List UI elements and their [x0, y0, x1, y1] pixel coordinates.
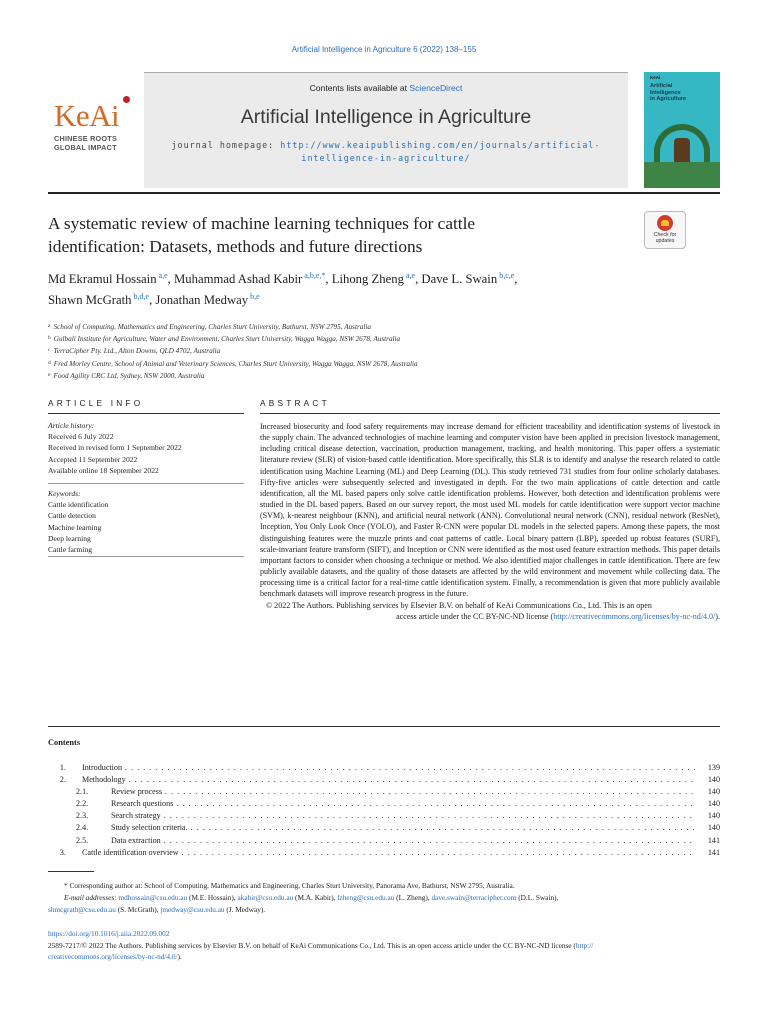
publisher-logo[interactable]	[54, 100, 142, 152]
masthead-rule	[48, 192, 720, 194]
toc-entry[interactable]	[48, 762, 720, 774]
article-info-rule	[48, 413, 244, 414]
email-owner: (M.A. Kabir),	[293, 893, 338, 902]
author-affil-mark[interactable]: b,c,e	[499, 271, 515, 280]
affiliation-mark: b	[48, 335, 51, 342]
toc-entry-number: 2.	[59, 775, 66, 785]
abstract-heading: ABSTRACT	[260, 398, 330, 408]
author-affil-mark[interactable]: b,e	[250, 292, 260, 301]
keywords-block	[48, 488, 244, 555]
abstract-rule	[260, 413, 720, 414]
toc-entry-title[interactable]: Cattle identification overview . . .	[82, 847, 696, 859]
cover-title-2: Intelligence	[650, 89, 681, 96]
toc-entry-title[interactable]: Search strategy . . .	[111, 810, 696, 822]
received-date: Received 6 July 2022	[48, 432, 114, 442]
title-line-1: A systematic review of machine learning techniques for cattle	[48, 214, 476, 233]
history-label: Article history:	[48, 421, 95, 430]
footnotes	[48, 880, 720, 916]
issn-text: 2589-7217/© 2022 The Authors. Publishing services by Elsevier B.V. on behalf of KeAi Communications Co., Ltd. This is an open access article under the CC BY-NC-ND license (	[48, 940, 576, 950]
affiliation-text: Gulbali Institute for Agriculture, Water and Environment, Charles Sturt University, Wagga Wagga, NSW 2678, Australia	[53, 335, 401, 344]
author-affil-mark[interactable]: a,e	[405, 271, 416, 280]
cover-title	[650, 83, 686, 103]
toc-entry-number: 2.5.	[76, 835, 89, 845]
author-sep: ,	[415, 272, 422, 286]
author-name[interactable]: Dave L. Swain	[421, 272, 498, 286]
keyword-item: Cattle detection	[48, 511, 96, 521]
toc-entry[interactable]	[48, 847, 720, 859]
email-link[interactable]: jmedway@csu.edu.au	[160, 905, 225, 914]
toc-entry-title[interactable]: Data extraction . . .	[111, 835, 696, 847]
check-updates-icon	[657, 215, 673, 231]
affiliation-mark: e	[48, 371, 51, 378]
author-name[interactable]: Md Ekramul Hossain	[48, 272, 157, 286]
toc-entry[interactable]	[48, 835, 720, 847]
author-name[interactable]: Shawn McGrath	[48, 293, 132, 307]
affiliation-mark: a	[48, 323, 51, 329]
doi-block	[48, 928, 720, 963]
article-info-heading: ARTICLE INFO	[48, 398, 144, 408]
table-of-contents	[48, 762, 720, 859]
email-owner: (M.E. Hossain),	[187, 893, 238, 902]
affiliation-item	[48, 345, 720, 357]
contents-rule	[48, 726, 720, 727]
keyword-item: Machine learning	[48, 522, 102, 532]
journal-masthead	[48, 72, 720, 188]
affiliation-item	[48, 321, 720, 333]
cover-title-3: in Agriculture	[650, 96, 687, 103]
email-link[interactable]: lzheng@csu.edu.au	[337, 893, 395, 902]
contents-heading: Contents	[48, 738, 81, 747]
author-sep: ,	[149, 293, 156, 307]
toc-entry-page[interactable]: 141	[696, 835, 720, 847]
cover-ground-graphic	[644, 162, 720, 188]
author-name[interactable]: Lihong Zheng	[331, 272, 404, 286]
affiliation-text: School of Computing, Mathematics and Engineering, Charles Sturt University, Bathurst, NSW 2795, Australia	[53, 323, 371, 331]
toc-entry-number: 2.4.	[76, 823, 89, 833]
issn-end: ).	[177, 952, 182, 961]
accepted-date: Accepted 11 September 2022	[48, 454, 138, 464]
toc-entry-number: 3.	[59, 847, 66, 857]
toc-entry-number: 2.1.	[76, 787, 89, 797]
check-updates-line1: Check for	[653, 232, 677, 238]
issn-license	[48, 940, 720, 963]
toc-entry-title[interactable]: Methodology . . .	[82, 774, 696, 786]
email-label: E-mail addresses:	[64, 893, 119, 902]
email-owner: (D.L. Swain),	[516, 893, 559, 902]
author-list	[48, 267, 648, 309]
abstract-license	[260, 600, 720, 611]
license-text-3: ).	[715, 611, 720, 621]
keyword-item: Deep learning	[48, 533, 91, 543]
toc-entry[interactable]	[48, 786, 720, 798]
toc-entry-number: 2.3.	[76, 811, 89, 821]
email-link[interactable]: akabir@csu.edu.au	[237, 893, 294, 902]
footnote-rule	[48, 871, 94, 872]
affiliation-text: TerraCipher Pty. Ltd., Alton Downs, QLD 4702, Australia	[53, 347, 221, 356]
contents-availability	[144, 83, 628, 93]
license-text-2: access article under the CC BY-NC-ND license (	[396, 611, 554, 621]
cover-brand: KeAi	[650, 75, 661, 80]
affiliation-text: Fred Morley Centre, School of Animal and Veterinary Sciences, Charles Sturt University, Wagga Wagga, NSW 2678, Australia	[53, 359, 418, 368]
email-link[interactable]: mdhossain@csu.edu.au	[118, 893, 188, 902]
license-link[interactable]: http://creativecommons.org/licenses/by-nc-nd/4.0/	[553, 611, 716, 621]
toc-entry[interactable]	[48, 798, 720, 810]
article-history	[48, 420, 244, 476]
toc-entry-title[interactable]: Review process . . .	[111, 786, 696, 798]
affiliation-item	[48, 358, 720, 370]
cover-tree-graphic	[674, 138, 690, 162]
abstract-body	[260, 421, 720, 622]
keyword-item: Cattle identification	[48, 500, 109, 510]
email-owner: (S. McGrath),	[115, 905, 161, 914]
affiliation-text: Food Agility CRC Ltd, Sydney, NSW 2000, Australia	[53, 371, 205, 380]
author-sep: ,	[514, 272, 518, 286]
toc-entry-page[interactable]: 140	[696, 810, 720, 822]
check-updates-line2: updates	[655, 238, 675, 245]
toc-entry-page[interactable]: 141	[696, 847, 720, 859]
title-line-2: identification: Datasets, methods and future directions	[48, 237, 423, 256]
toc-entry-page[interactable]: 139	[696, 762, 720, 774]
keyword-item: Cattle farming	[48, 545, 93, 555]
affiliation-item	[48, 333, 720, 345]
cover-title-1: Artificial	[650, 83, 673, 89]
keywords-divider	[48, 556, 244, 557]
toc-entry-title[interactable]: Introduction . . .	[82, 762, 696, 774]
check-for-updates-button[interactable]	[644, 211, 686, 249]
logo-tagline-1: CHINESE ROOTS	[54, 134, 118, 143]
paper-title	[48, 212, 608, 258]
affiliation-list	[48, 321, 720, 382]
toc-entry-page[interactable]: 140	[696, 786, 720, 798]
sciencedirect-link[interactable]: ScienceDirect	[409, 83, 463, 93]
affiliation-mark: c	[48, 347, 51, 354]
toc-entry-title[interactable]: Study selection criteria. . . .	[111, 822, 696, 834]
toc-entry-title[interactable]: Research questions . . .	[111, 798, 696, 810]
author-affil-mark[interactable]: b,d,e	[133, 292, 150, 301]
email-link[interactable]: dave.swain@terracipher.com	[431, 893, 517, 902]
email-owner: (J. Medway).	[224, 905, 266, 914]
author-sep: ,	[325, 272, 332, 286]
homepage-link[interactable]: http://www.keaipublishing.com/en/journals/artificial-	[280, 140, 601, 150]
affiliation-mark: d	[48, 359, 51, 366]
issn-license-link[interactable]: http://	[575, 940, 594, 950]
email-addresses-line1	[48, 892, 720, 904]
logo-dot-icon	[123, 96, 130, 103]
info-divider	[48, 483, 244, 484]
toc-entry-number: 1.	[59, 763, 66, 772]
logo-tagline-2: GLOBAL IMPACT	[54, 143, 117, 152]
toc-entry-page[interactable]: 140	[696, 798, 720, 810]
toc-entry[interactable]	[48, 822, 720, 834]
license-text-1: © 2022 The Authors. Publishing services by Elsevier B.V. on behalf of KeAi Communications Co., Ltd. This is an open	[266, 600, 652, 610]
author-affil-mark[interactable]: a,e	[158, 271, 168, 280]
email-addresses-line2	[48, 904, 720, 916]
journal-homepage	[164, 139, 608, 165]
author-sep: ,	[167, 272, 174, 286]
issn-license-link-cont[interactable]: creativecommons.org/licenses/by-nc-nd/4.0/	[48, 952, 178, 961]
contents-prefix: Contents lists available at	[309, 83, 410, 93]
abstract-text: Increased biosecurity and food safety requirements may increase demand for efficient traceability and identification systems of livestock in the supply chain. The advanced technologies of machine learning and computer vision have been applied in precision livestock management, including critical disease detection, vaccination, production management, tracking, and health monitoring. This paper offers a systematic literature review (SLR) of vision-based cattle identification. More specifically, this SLR is to identify and analyse the research related to cattle identification using Machine Learning (ML) and Deep Learning (DL). This study retrieved 731 studies from four online scholarly databases. Fifty-five articles were subsequently selected and investigated in depth. For the two main applications of cattle detection and cattle identification, all the ML based papers only solve cattle identification problems. However, both detection and identification problems were studied in the DL based papers. Based on our survey report, the most used ML models for cattle identification were support vector machine (SVM), k-nearest neighbour (KNN), and artificial neural network (ANN). Convolutional neural network (CNN), residual network (ResNet), Inception, You Only Look Once (YOLO), and Faster R-CNN were popular DL models in the selected papers. Among these papers, the most distinguishing features were the muzzle prints and coat patterns of cattle. Local binary pattern (LBP), speeded up robust features (SURF), scale-invariant feature transform (SIFT), and Inception or CNN were identified as the most used feature extraction methods. This paper details important factors to consider when choosing a technique or method. We also identified major challenges in cattle identification. There are few publicly available datasets, and the quality of those datasets are affected by the wild environment and movement while collecting data. The processing time is a critical factor for a real-time cattle identification system. Finally, a recommendation is given that more publicly available benchmark datasets will improve research progress in the future.	[260, 422, 720, 599]
email-owner: (L. Zheng),	[394, 893, 432, 902]
online-date: Available online 18 September 2022	[48, 465, 159, 475]
homepage-label: journal homepage:	[171, 140, 281, 150]
author-name[interactable]: Jonathan Medway	[155, 293, 249, 307]
author-name[interactable]: Muhammad Ashad Kabir	[174, 272, 303, 286]
author-affil-mark[interactable]: a,b,e,*	[304, 271, 326, 280]
toc-entry[interactable]	[48, 774, 720, 786]
toc-entry-page[interactable]: 140	[696, 822, 720, 834]
journal-header-box	[144, 72, 628, 188]
corresponding-author-note: * Corresponding author at: School of Computing, Mathematics and Engineering, Charles Sturt University, Panorama Ave, Bathurst, NSW 2795, Australia.	[64, 881, 515, 890]
toc-entry-number: 2.2.	[76, 799, 89, 809]
journal-citation[interactable]: Artificial Intelligence in Agriculture 6 (2022) 138–155	[291, 45, 477, 54]
email-link[interactable]: shmcgrath@csu.edu.au	[48, 905, 116, 914]
abstract-license-cont	[260, 611, 720, 622]
affiliation-item	[48, 370, 720, 382]
logo-wordmark: KeAi	[54, 98, 120, 133]
toc-entry-page[interactable]: 140	[696, 774, 720, 786]
toc-entry[interactable]	[48, 810, 720, 822]
revised-date: Received in revised form 1 September 2022	[48, 443, 182, 453]
keywords-label: Keywords:	[48, 489, 81, 498]
doi-link[interactable]: https://doi.org/10.1016/j.aiia.2022.09.002	[48, 929, 170, 938]
journal-title[interactable]: Artificial Intelligence in Agriculture	[240, 106, 532, 128]
homepage-link-cont[interactable]: intelligence-in-agriculture/	[301, 153, 471, 163]
journal-cover-image[interactable]	[644, 72, 720, 188]
